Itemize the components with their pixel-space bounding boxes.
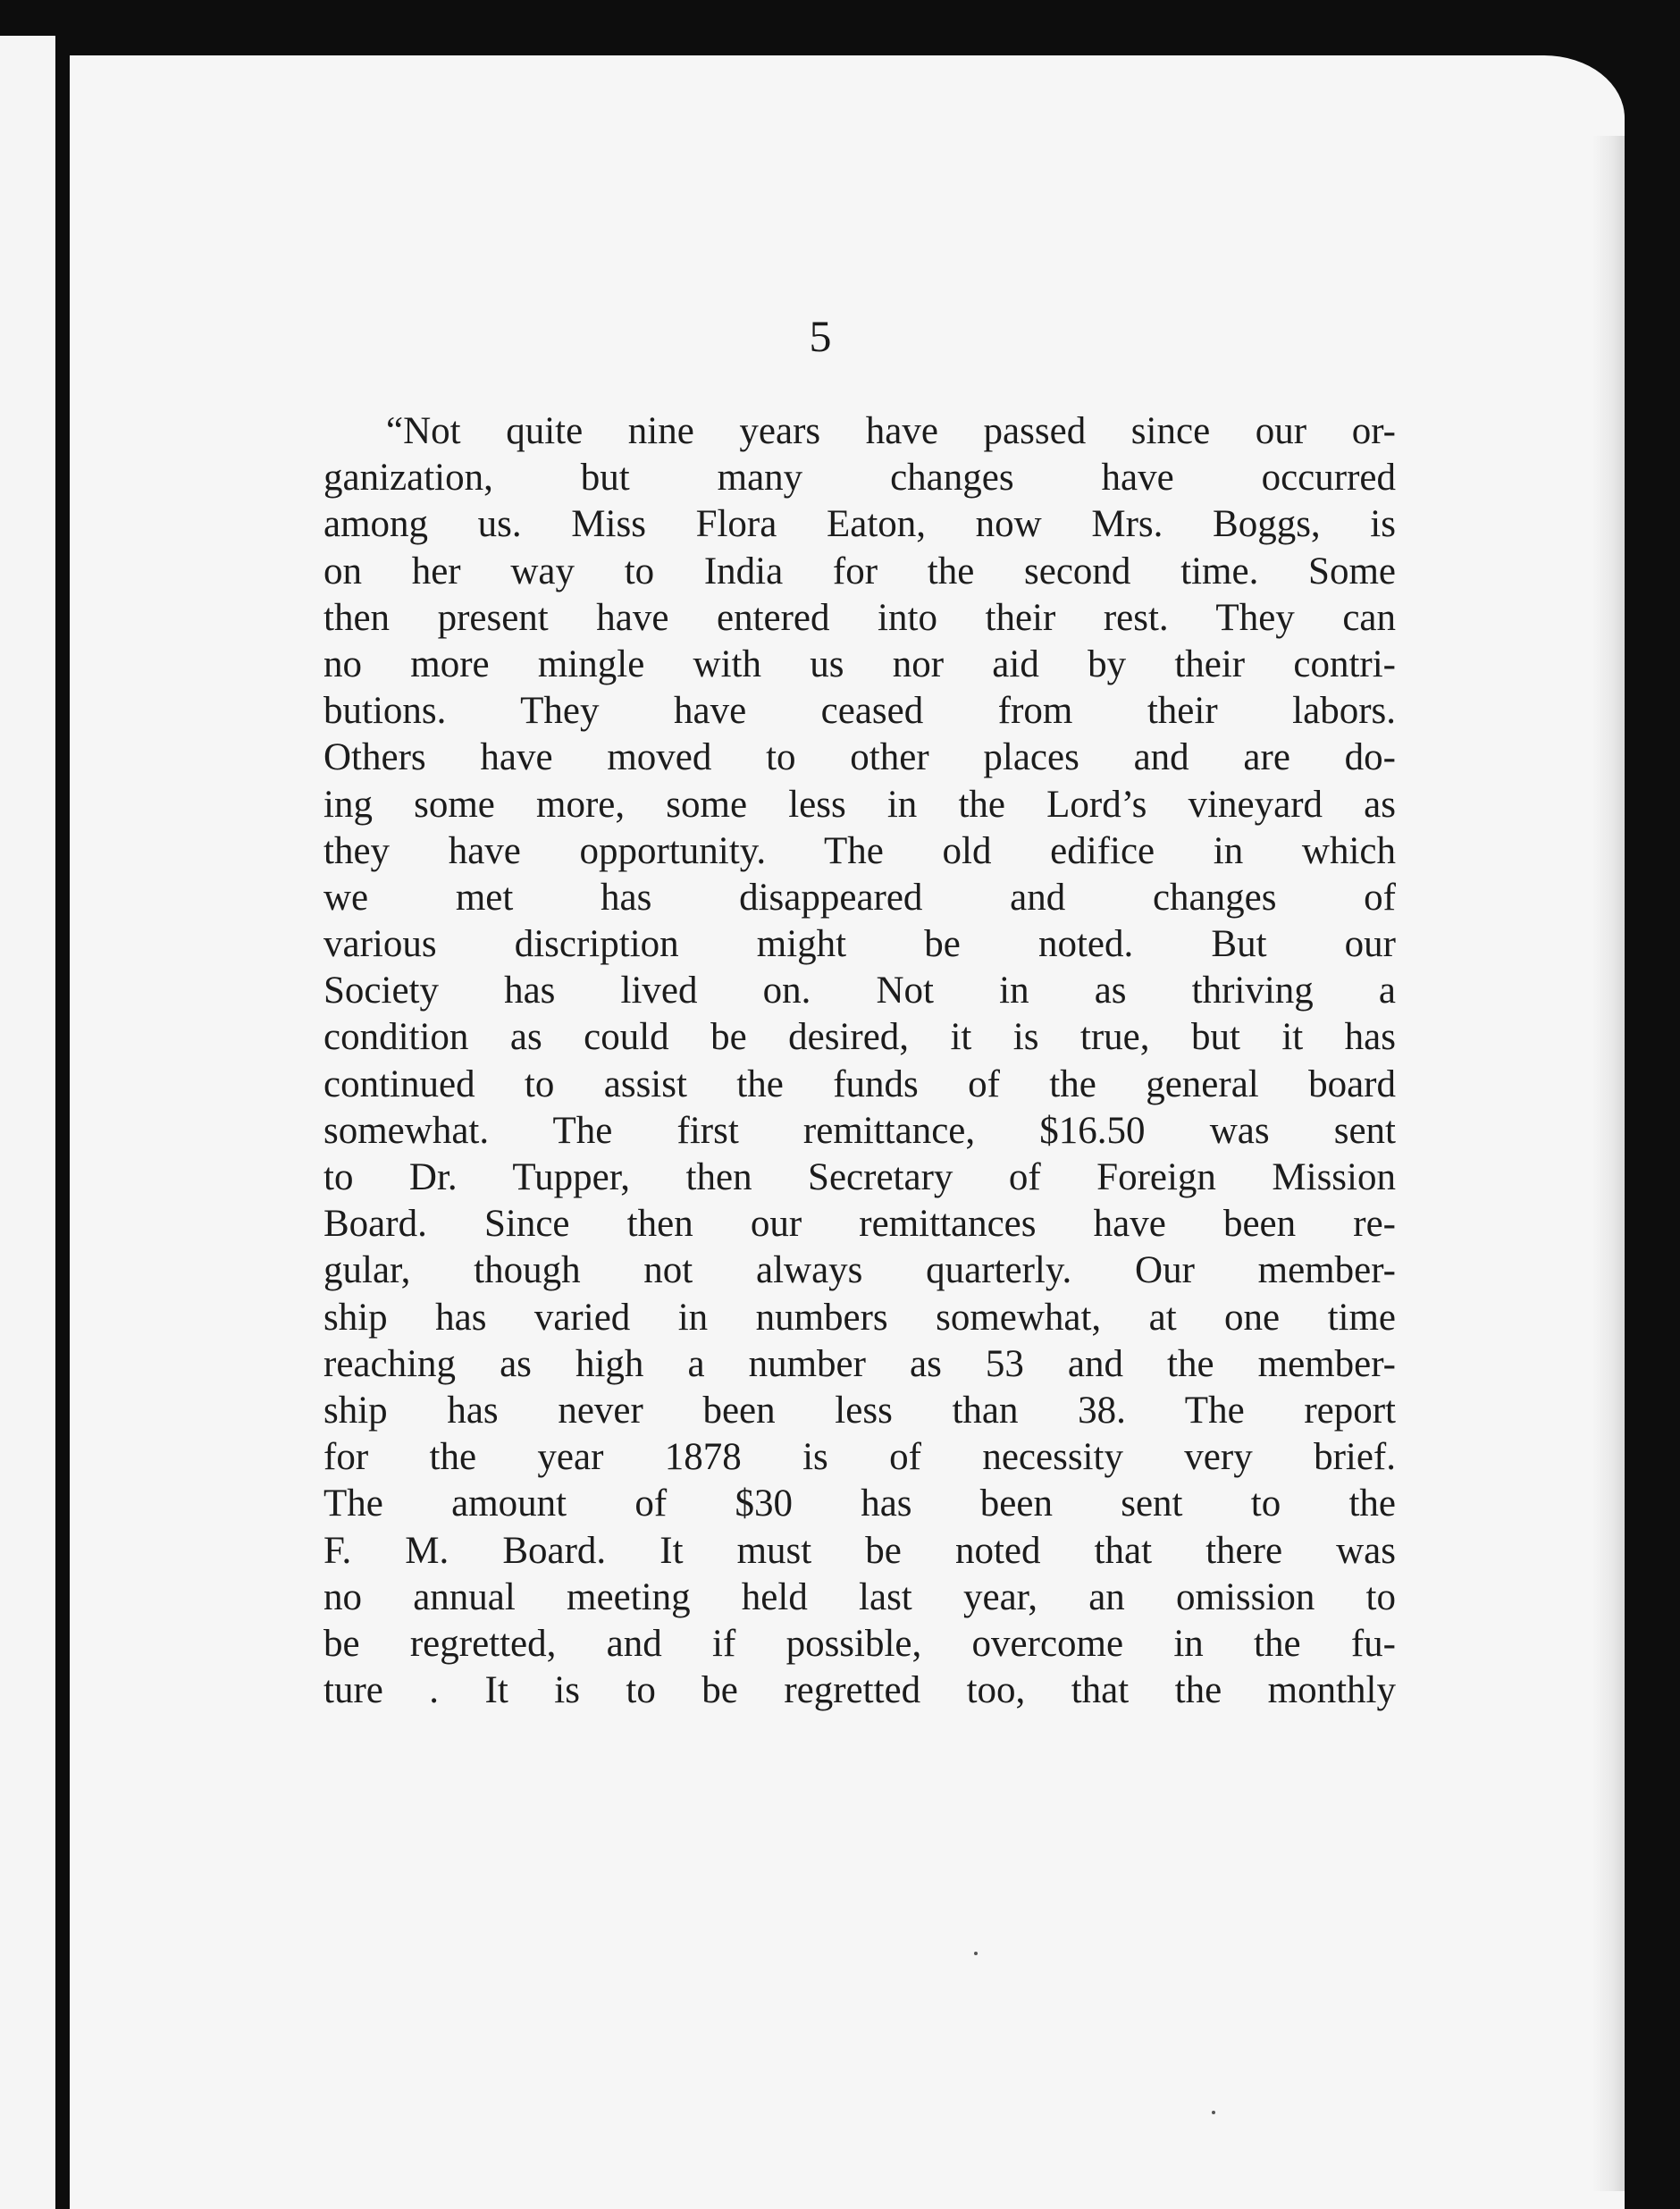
text-line: to Dr. Tupper, then Secretary of Foreign Mission bbox=[323, 1156, 1396, 1198]
text-line: ship has varied in numbers somewhat, at one time bbox=[323, 1296, 1396, 1339]
text-line: gular, though not always quarterly. Our member- bbox=[323, 1249, 1396, 1292]
text-line: we met has disappeared and changes of bbox=[323, 876, 1396, 919]
text-line: various discription might be noted. But our bbox=[323, 923, 1396, 966]
text-line: ship has never been less than 38. The report bbox=[323, 1389, 1396, 1432]
text-line: among us. Miss Flora Eaton, now Mrs. Boggs, is bbox=[323, 503, 1396, 546]
text-line: reaching as high a number as 53 and the member- bbox=[323, 1342, 1396, 1385]
body-paragraph bbox=[323, 408, 1396, 1714]
text-line: then present have entered into their rest. They can bbox=[323, 596, 1396, 639]
text-line: F. M. Board. It must be noted that there was bbox=[323, 1529, 1396, 1572]
facing-page-edge bbox=[0, 36, 55, 2209]
text-line: be regretted, and if possible, overcome in the fu- bbox=[323, 1622, 1396, 1665]
text-line: The amount of $30 has been sent to the bbox=[323, 1482, 1396, 1525]
scan-speck bbox=[974, 1952, 978, 1955]
scan-speck bbox=[1212, 2111, 1215, 2114]
text-line: no annual meeting held last year, an omission to bbox=[323, 1575, 1396, 1618]
text-line: they have opportunity. The old edifice in which bbox=[323, 829, 1396, 872]
text-line: no more mingle with us nor aid by their contri- bbox=[323, 643, 1396, 685]
text-line: Society has lived on. Not in as thriving a bbox=[323, 970, 1396, 1012]
text-line: butions. They have ceased from their labors. bbox=[323, 690, 1396, 733]
text-line: ing some more, some less in the Lord’s vineyard as bbox=[323, 783, 1396, 826]
text-line: continued to assist the funds of the general board bbox=[323, 1063, 1396, 1105]
text-line: “Not quite nine years have passed since our or- bbox=[386, 410, 1396, 452]
document-page bbox=[70, 55, 1625, 2209]
text-line: somewhat. The first remittance, $16.50 was sent bbox=[323, 1109, 1396, 1152]
page-number: 5 bbox=[809, 311, 832, 361]
text-line: ture . It is to be regretted too, that the monthly bbox=[323, 1669, 1396, 1712]
text-line: on her way to India for the second time. Some bbox=[323, 550, 1396, 592]
text-line: ganization, but many changes have occurred bbox=[323, 457, 1396, 500]
page-curl-shadow bbox=[1592, 136, 1625, 2191]
text-line: condition as could be desired, it is true, but it has bbox=[323, 1016, 1396, 1059]
text-line: Board. Since then our remittances have been re- bbox=[323, 1203, 1396, 1246]
text-line: Others have moved to other places and are do- bbox=[323, 736, 1396, 779]
text-line: for the year 1878 is of necessity very brief. bbox=[323, 1436, 1396, 1479]
